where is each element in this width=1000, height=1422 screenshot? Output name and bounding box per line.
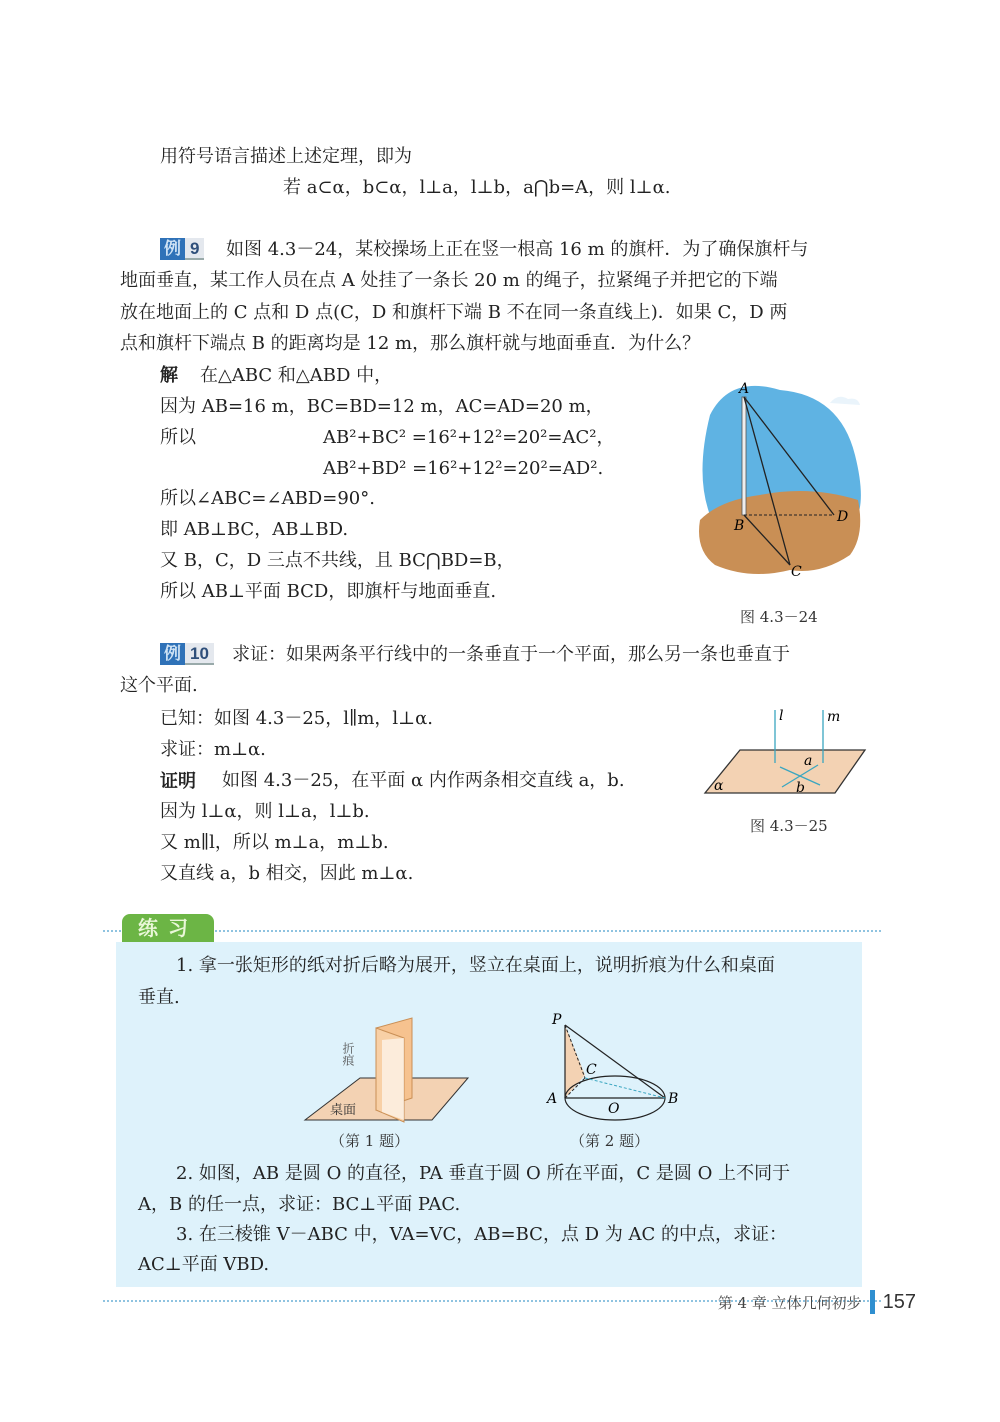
theorem-intro: 用符号语言描述上述定理，即为 [160, 146, 412, 167]
solution-line: 在△ABC 和△ABD 中， [200, 365, 393, 386]
figure-caption: 图 4.3－24 [740, 608, 818, 626]
point-label: C [791, 564, 802, 580]
badge-word: 例 [160, 238, 185, 260]
solution-line: AB²+BC² =16²+12²=20²=AC²， [323, 427, 615, 448]
parallel-lines-figure [700, 705, 870, 800]
example-9-line: 点和旗杆下端点 B 的距离均是 12 m，那么旗杆就与地面垂直．为什么？ [120, 333, 701, 354]
exercise-q1: 垂直. [138, 987, 180, 1008]
solution-label: 解 [160, 365, 178, 386]
to-prove: 求证：m⊥α. [160, 739, 266, 760]
exercise-q2: 2. 如图，AB 是圆 O 的直径，PA 垂直于圆 O 所在平面，C 是圆 O 上不同于 [176, 1163, 791, 1184]
given: 已知：如图 4.3－25，l∥m，l⊥α. [160, 708, 433, 729]
badge-number: 9 [185, 238, 204, 260]
point-label: D [837, 509, 849, 525]
solution-line: 又 B，C，D 三点不共线，且 BC⋂BD=B， [160, 550, 515, 571]
page-number: 157 [882, 1290, 916, 1313]
point-label: P [552, 1012, 562, 1028]
solution-line: AB²+BD² =16²+12²=20²=AD². [323, 458, 604, 479]
line-label: b [796, 780, 805, 796]
proof-line: 因为 l⊥α，则 l⊥a，l⊥b. [160, 801, 370, 822]
proof-label: 证明 [160, 771, 196, 791]
exercise-q1: 1. 拿一张矩形的纸对折后略为展开，竖立在桌面上，说明折痕为什么和桌面 [176, 955, 775, 976]
point-label: C [586, 1062, 597, 1078]
example-10-line: 这个平面. [120, 675, 198, 696]
solution-line: 所以 AB⊥平面 BCD，即旗杆与地面垂直. [160, 581, 497, 602]
line-label: m [827, 709, 841, 725]
proof-line: 又直线 a，b 相交，因此 m⊥α. [160, 863, 414, 884]
solution-line: 所以∠ABC=∠ABD=90°. [160, 488, 375, 509]
solution-line: 即 AB⊥BC，AB⊥BD. [160, 519, 349, 540]
example-10-line: 求证：如果两条平行线中的一条垂直于一个平面，那么另一条也垂直于 [232, 644, 790, 665]
figure-caption: （第 2 题） [570, 1132, 650, 1150]
figure-caption: （第 1 题） [330, 1132, 410, 1150]
exercise-q3: 3. 在三棱锥 V－ABC 中，VA=VC，AB=BC，点 D 为 AC 的中点，求证： [176, 1224, 788, 1245]
theorem-formula: 若 a⊂α，b⊂α，l⊥a，l⊥b，a⋂b=A，则 l⊥α. [283, 177, 671, 198]
proof-line: 如图 4.3－25，在平面 α 内作两条相交直线 a，b. [222, 770, 625, 791]
point-label: O [608, 1101, 620, 1117]
plane-label: α [714, 778, 724, 794]
example-9-line: 如图 4.3－24，某校操场上正在竖一根高 16 m 的旗杆．为了确保旗杆与 [226, 239, 809, 260]
example-9-line: 地面垂直，某工作人员在点 A 处挂了一条长 20 m 的绳子，拉紧绳子并把它的下端 [120, 270, 778, 291]
folded-paper-figure [300, 1010, 480, 1125]
example-10-badge [160, 643, 214, 665]
example-9-line: 放在地面上的 C 点和 D 点(C，D 和旗杆下端 B 不在同一条直线上)．如果 C，D 两 [120, 302, 788, 323]
flagpole-figure [690, 375, 870, 585]
desk-label: 桌面 [330, 1103, 357, 1118]
line-label: a [804, 753, 813, 769]
exercise-tab: 练习 [122, 914, 214, 942]
solution-line: 因为 AB=16 m，BC=BD=12 m，AC=AD=20 m， [160, 396, 604, 417]
line-label: l [779, 708, 784, 724]
footer-divider [870, 1290, 875, 1314]
badge-word: 例 [160, 643, 185, 665]
point-label: A [547, 1091, 558, 1107]
exercise-q2: A，B 的任一点，求证：BC⊥平面 PAC. [138, 1194, 461, 1215]
chapter-title: 第 4 章 立体几何初步 [717, 1293, 862, 1312]
figure-caption: 图 4.3－25 [750, 817, 828, 835]
crease-label: 折痕 [341, 1042, 355, 1066]
proof-line: 又 m∥l，所以 m⊥a，m⊥b. [160, 832, 389, 853]
point-label: B [734, 518, 745, 534]
example-9-badge [160, 238, 204, 260]
point-label: A [739, 381, 750, 397]
badge-number: 10 [185, 643, 214, 665]
page-footer [718, 1290, 916, 1314]
solution-line: 所以 [160, 427, 196, 448]
exercise-q3: AC⊥平面 VBD. [138, 1254, 270, 1275]
point-label: B [668, 1091, 679, 1107]
cone-figure [540, 1010, 690, 1125]
